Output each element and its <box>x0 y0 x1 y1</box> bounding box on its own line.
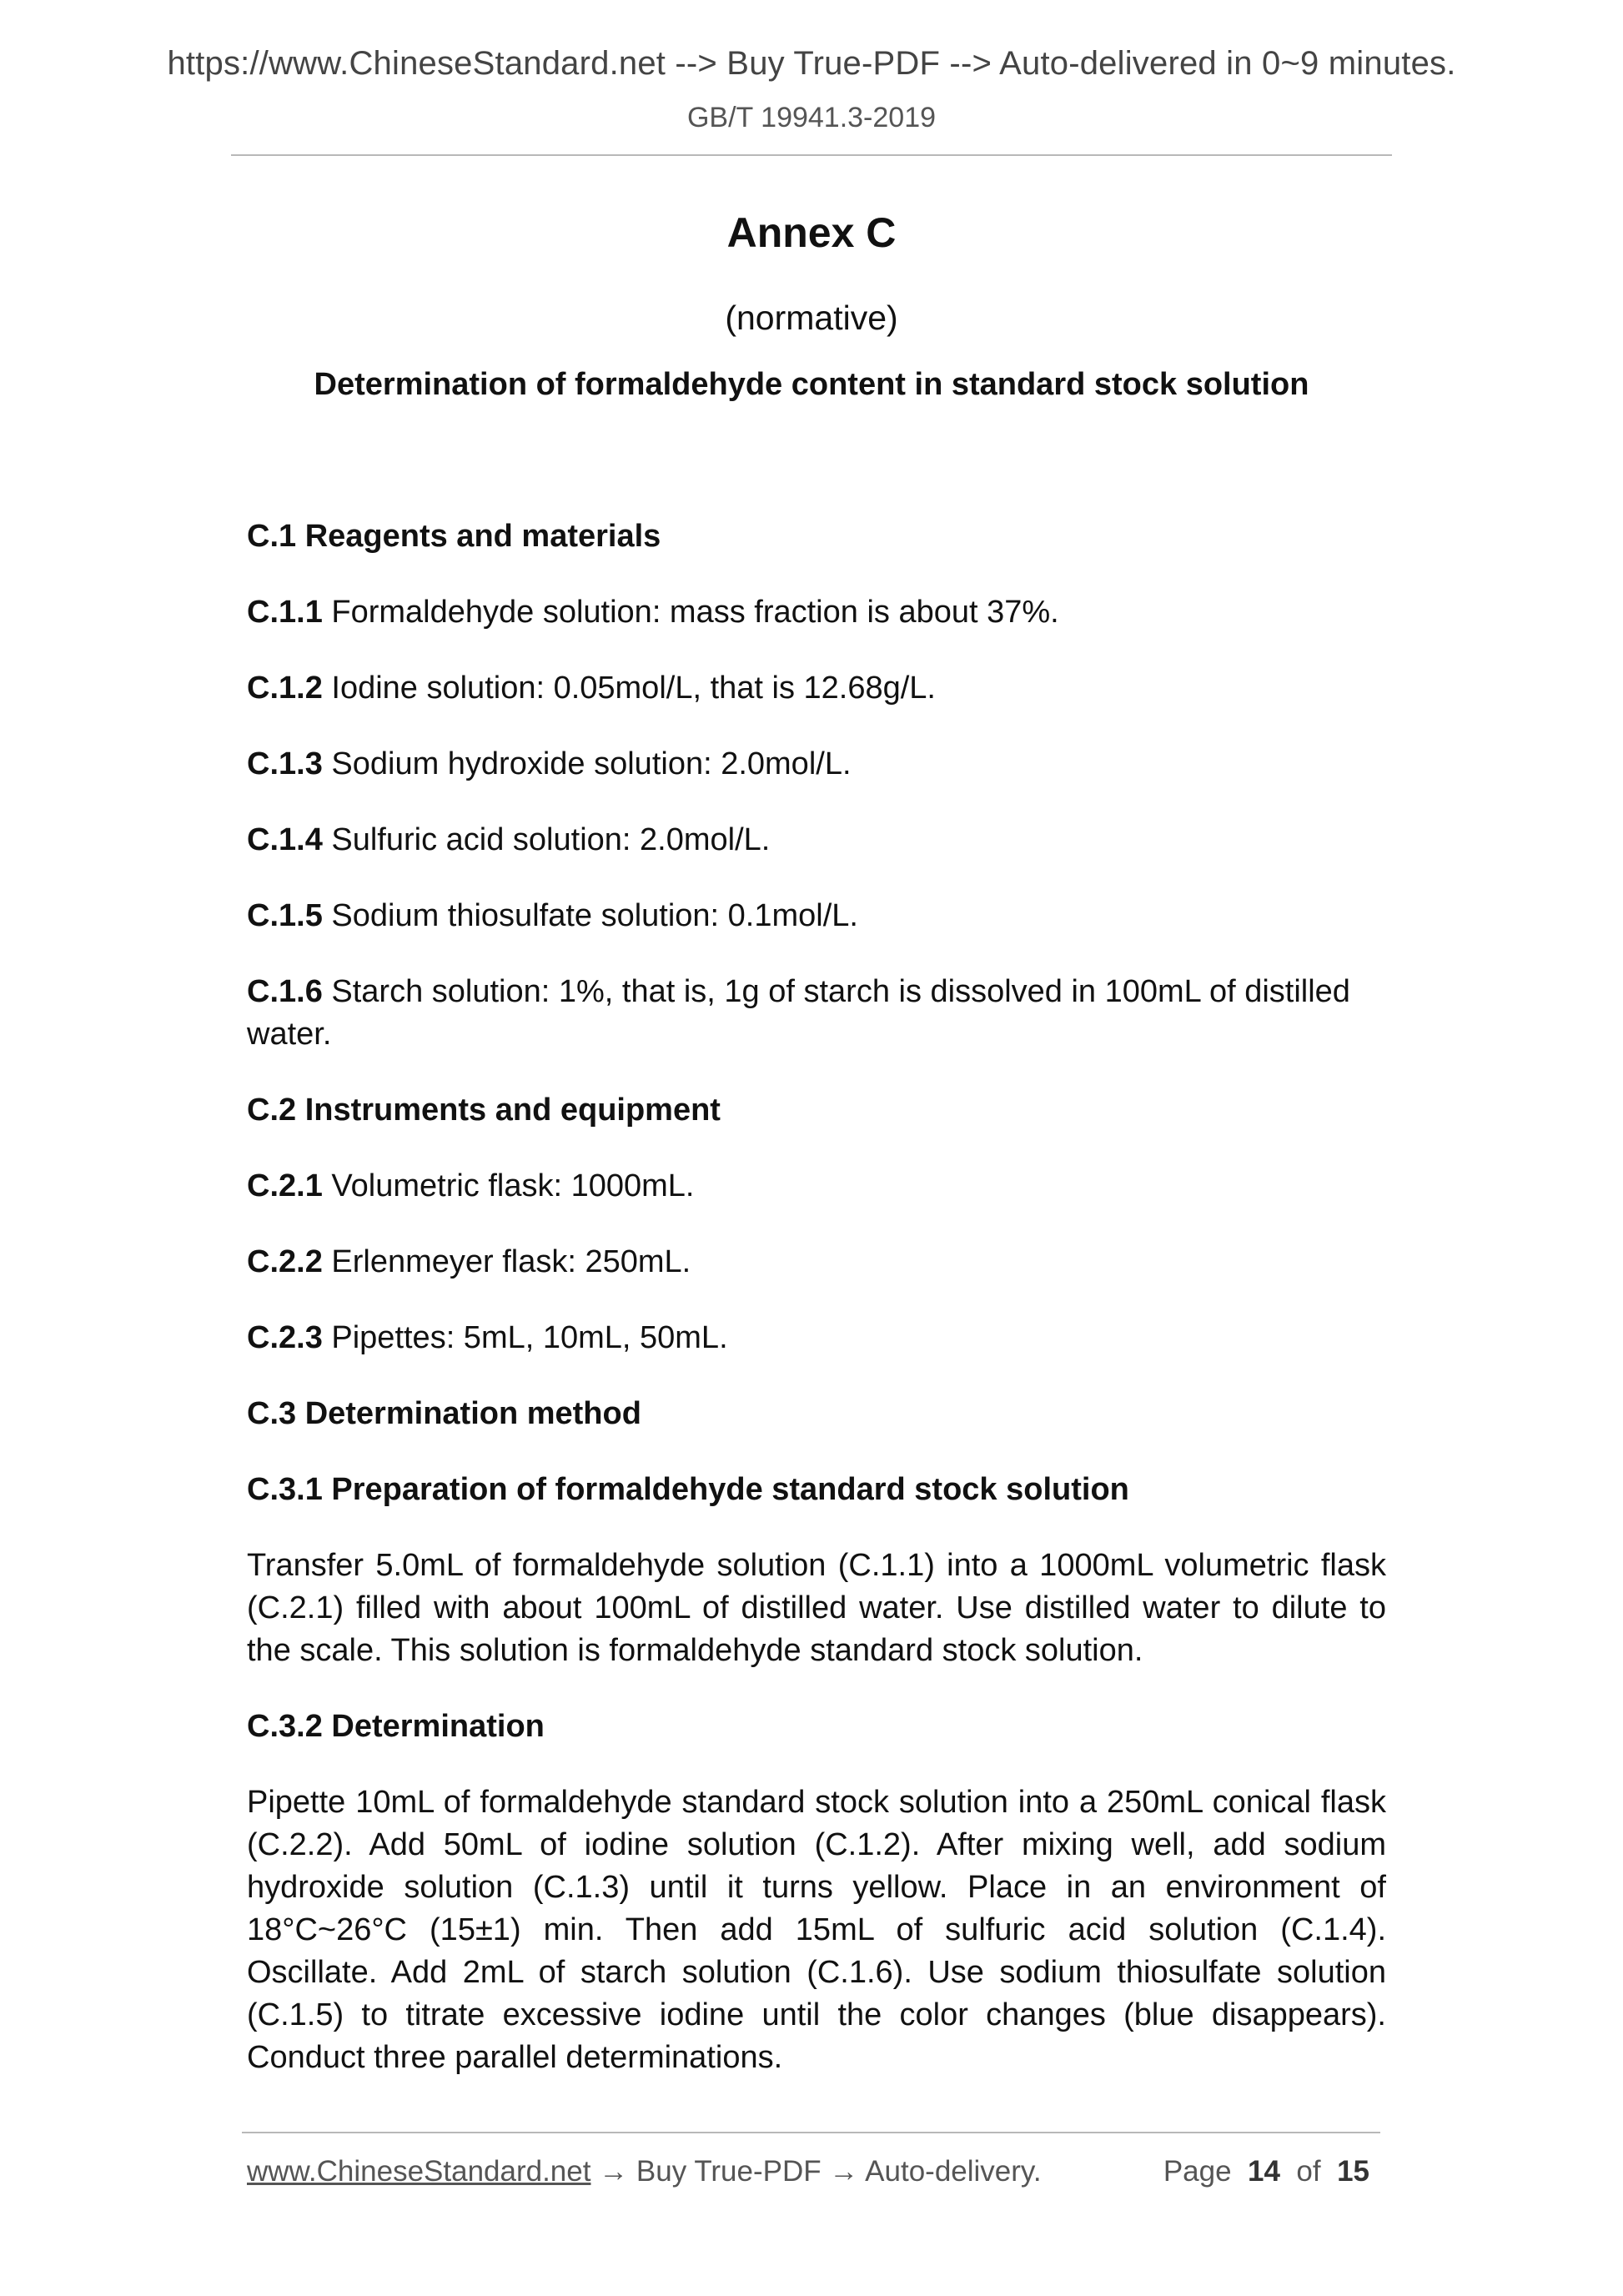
clause-number: C.1.5 <box>247 898 323 933</box>
annex-subject: Determination of formaldehyde content in standard stock solution <box>314 367 1309 402</box>
section-heading-c3: C.3 Determination method <box>247 1396 641 1431</box>
clause-number: C.1.1 <box>247 595 323 630</box>
header-divider <box>231 154 1392 156</box>
clause-text: Starch solution: 1%, that is, 1g of starch is dissolved in 100mL of distilled water. <box>247 974 1350 1052</box>
document-body <box>247 515 1386 2113</box>
footer-divider <box>242 2132 1380 2133</box>
clause-number: C.1.6 <box>247 974 323 1009</box>
clause-text: Erlenmeyer flask: 250mL. <box>322 1244 691 1279</box>
clause-text: Sodium thiosulfate solution: 0.1mol/L. <box>322 898 858 933</box>
clause-text: Formaldehyde solution: mass fraction is about 37%. <box>322 595 1059 630</box>
standard-code: GB/T 19941.3-2019 <box>686 102 937 133</box>
source-banner: https://www.ChineseStandard.net --> Buy True-PDF --> Auto-delivered in 0~9 minutes. <box>167 45 1456 82</box>
page-of-label: of <box>1296 2155 1321 2188</box>
clause-text: Sodium hydroxide solution: 2.0mol/L. <box>322 746 852 781</box>
annex-type: (normative) <box>725 299 898 337</box>
clause-text: Pipettes: 5mL, 10mL, 50mL. <box>322 1320 728 1355</box>
clause-c2-2 <box>247 1241 1386 1284</box>
paragraph-c3-2: Pipette 10mL of formaldehyde standard stock solution into a 250mL conical flask (C.2.2). Add 50mL of iodine solution (C.1.2). After mixing well, add sodium hydroxide solution (C.1.3) until it turns yellow. Place in an environment of 18°C~26°C (15±1) min. Then add 15mL of sulfuric acid solution (C.1.4). Oscillate. Add 2mL of starch solution (C.1.6). Use sodium thiosulfate solution (C.1.5) to titrate excessive iodine until the color changes (blue disappears). Conduct three parallel determinations. <box>247 1785 1386 2075</box>
clause-text: Volumetric flask: 1000mL. <box>322 1168 695 1203</box>
paragraph-c3-1: Transfer 5.0mL of formaldehyde solution (C.1.1) into a 1000mL volumetric flask (C.2.1) filled with about 100mL of distilled water. Use distilled water to dilute to the scale. This solution is formaldehyde standard stock solution. <box>247 1548 1386 1668</box>
clause-c1-4 <box>247 819 1386 862</box>
clause-c1-6 <box>247 971 1386 1056</box>
clause-number: C.1.3 <box>247 746 323 781</box>
page-footer <box>247 2155 1369 2188</box>
footer-site-link[interactable]: www.ChineseStandard.net <box>247 2155 591 2188</box>
section-heading-c1: C.1 Reagents and materials <box>247 519 661 554</box>
page-current: 14 <box>1248 2155 1280 2188</box>
annex-title: Annex C <box>726 209 897 256</box>
clause-text: Iodine solution: 0.05mol/L, that is 12.68g/L. <box>322 671 936 706</box>
clause-number: C.2.2 <box>247 1244 323 1279</box>
footer-tagline: → Buy True-PDF → Auto-delivery. <box>590 2155 1042 2188</box>
section-heading-c2: C.2 Instruments and equipment <box>247 1093 721 1128</box>
subsection-heading-c3-2: C.3.2 Determination <box>247 1709 545 1744</box>
clause-c2-3 <box>247 1317 1386 1359</box>
clause-number: C.2.3 <box>247 1320 323 1355</box>
clause-number: C.2.1 <box>247 1168 323 1203</box>
clause-c1-5 <box>247 895 1386 937</box>
clause-c1-3 <box>247 743 1386 786</box>
subsection-heading-c3-1: C.3.1 Preparation of formaldehyde standard stock solution <box>247 1472 1129 1507</box>
clause-number: C.1.2 <box>247 671 323 706</box>
clause-number: C.1.4 <box>247 822 323 857</box>
page-total: 15 <box>1337 2155 1369 2188</box>
page-label: Page <box>1163 2155 1232 2188</box>
clause-c1-1 <box>247 591 1386 634</box>
clause-text: Sulfuric acid solution: 2.0mol/L. <box>322 822 771 857</box>
clause-c1-2 <box>247 667 1386 710</box>
page-indicator <box>1163 2155 1369 2188</box>
clause-c2-1 <box>247 1165 1386 1208</box>
